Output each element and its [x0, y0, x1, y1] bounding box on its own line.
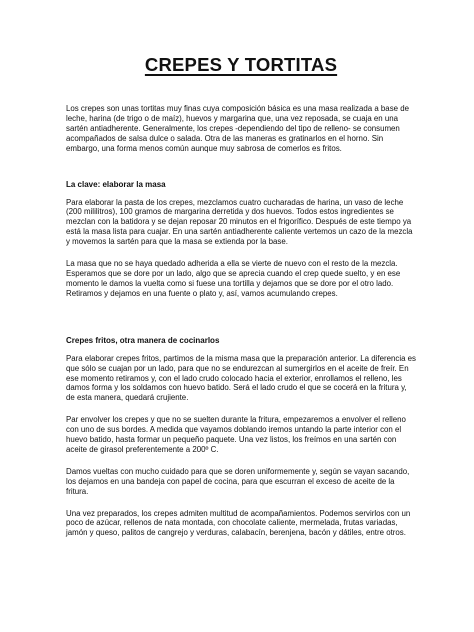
section2-paragraph-4: Una vez preparados, los crepes admiten multitud de acompañamientos. Podemos servirlos con un poco de azúcar, rellenos de nata montada, con chocolate caliente, mermelada, frutas variadas, jamón y queso, palitos de cangrejo y verduras, calabacín, berenjena, bacón y dátiles, entre otros.	[66, 508, 411, 538]
section-heading-fritos: Crepes fritos, otra manera de cocinarlos	[66, 335, 220, 345]
document-title: CREPES Y TORTITAS	[144, 54, 338, 75]
intro-paragraph: Los crepes son unas tortitas muy finas cuya composición básica es una masa realizada a base de leche, harina (de trigo o de maíz), huevos y margarina que, una vez reposada, se cuaja en una sartén antiadherente. Generalmente, los crepes -dependiendo del tipo de relleno- se consumen acompañados de salsa dulce o salada. Otra de las maneras es gratinarlos en el horno. Sin embargo, una forma menos común aunque muy sabrosa de comerlos es fritos.	[66, 104, 409, 153]
section2-paragraph-1: Para elaborar crepes fritos, partimos de la misma masa que la preparación anterior. La diferencia es que sólo se cuajan por un lado, para que no se endurezcan al sumergirlos en el aceite de freír. En ese momento retiramos y, con el lado crudo colocado hacia el exterior, enrollamos el relleno, les damos forma y los soldamos con huevo batido. Será el lado crudo el que se cocerá en la fritura y, de esta manera, quedará crujiente.	[66, 353, 416, 403]
section2-paragraph-3: Damos vueltas con mucho cuidado para que se doren uniformemente y, según se vayan sacando, los dejamos en una bandeja con papel de cocina, para que escurran el exceso de aceite de la fritura.	[66, 466, 410, 496]
section-heading-masa: La clave: elaborar la masa	[66, 179, 166, 189]
section1-paragraph-2: La masa que no se haya quedado adherida a ella se vierte de nuevo con el resto de la mezcla. Esperamos que se dore por un lado, algo que se aprecia cuando el crep quede suelto, y en ese momento le damos la vuelta como si fuese una tortilla y dejamos que se dore por el otro lado. Retiramos y dejamos en una fuente o plato y, así, vamos acumulando crepes.	[66, 259, 401, 298]
section1-paragraph-1: Para elaborar la pasta de los crepes, mezclamos cuatro cucharadas de harina, un vaso de leche (200 mililitros), 100 gramos de margarina derretida y dos huevos. Todos estos ingredientes se mezclan con la batidora y se dejan reposar 20 minutos en el frigorífico. Después de este tiempo ya está la masa lista para cuajar. En una sartén antiadherente caliente vertemos un cazo de la mezcla y movemos la sartén para que la masa se extienda por la base.	[66, 197, 413, 247]
section2-paragraph-2: Par envolver los crepes y que no se suelten durante la fritura, empezaremos a envolver el relleno con uno de sus bordes. A medida que vayamos doblando iremos untando la parte interior con el huevo batido, hasta formar un pequeño paquete. Una vez listos, los freímos en una sartén con aceite de girasol preferentemente a 200º C.	[66, 415, 406, 454]
